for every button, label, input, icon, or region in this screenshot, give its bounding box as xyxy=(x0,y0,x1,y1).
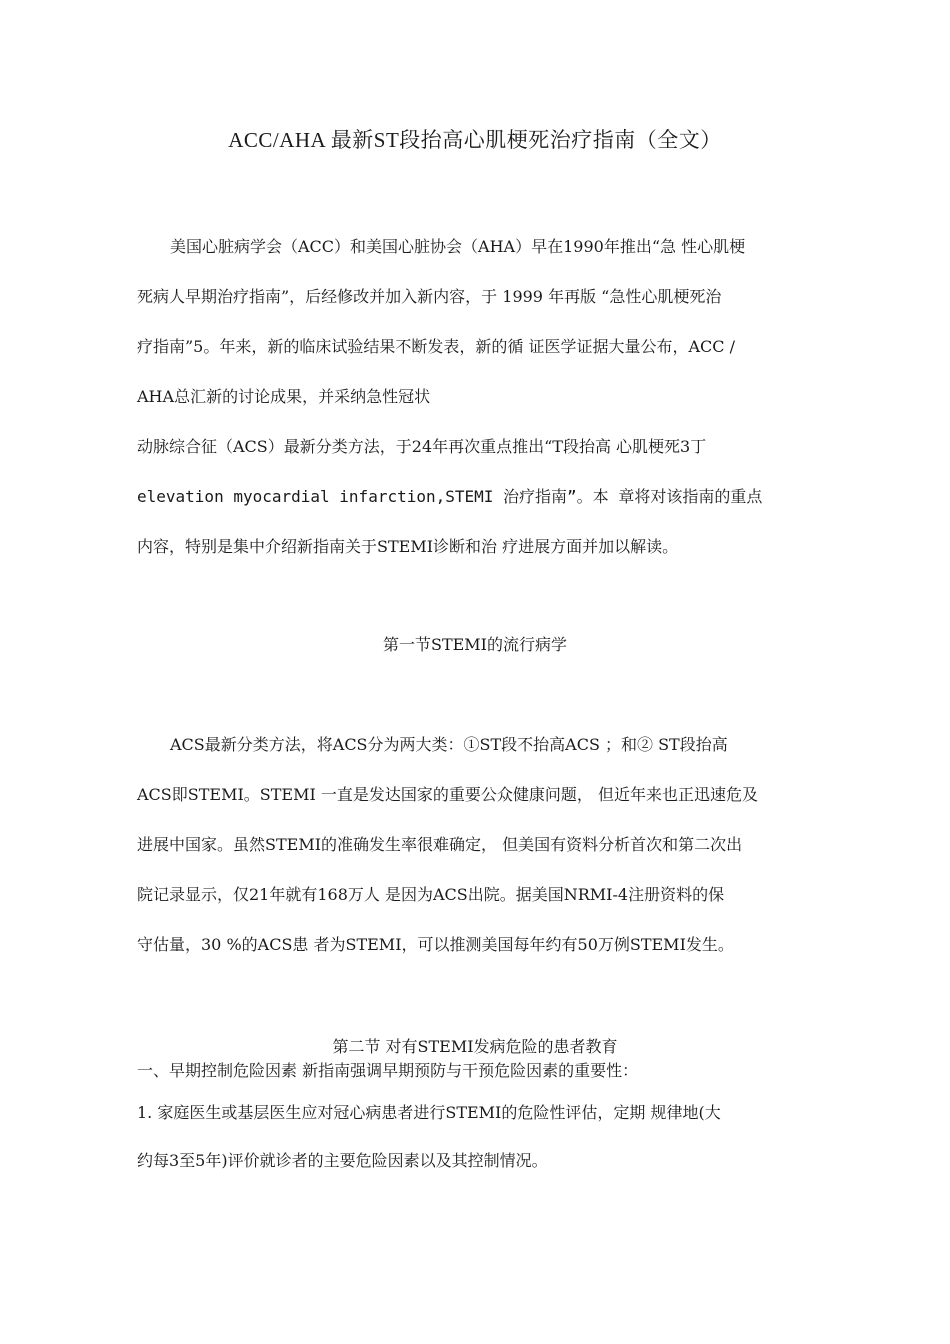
section1-heading: 第一节STEMI的流行病学 xyxy=(382,635,568,654)
intro-line: 动脉综合征（ACS）最新分类方法，于24年再次重点推出“T段抬高 心肌梗死3丁 xyxy=(137,437,707,456)
section1-line: 院记录显示，仅21年就有168万人 是因为ACS出院。据美国NRMI-4注册资料的保 xyxy=(137,885,725,904)
section2-line: 1. 家庭医生或基层医生应对冠心病患者进行STEMI的危险性评估，定期 规律地(大 xyxy=(137,1103,721,1122)
section1-line: ACS即STEMI。STEMI 一直是发达国家的重要公众健康问题， 但近年来也正迅速危及 xyxy=(137,785,758,804)
intro-line: elevation myocardial infarction,STEMI 治疗指南”。本 章将对该指南的重点 xyxy=(137,487,763,506)
intro-line: 疗指南”5。年来，新的临床试验结果不断发表，新的循 证医学证据大量公布，ACC / xyxy=(137,337,735,356)
document-title: ACC/AHA 最新ST段抬高心肌梗死治疗指南（全文） xyxy=(228,128,722,152)
section1-line: 守估量，30 %的ACS患 者为STEMI，可以推测美国每年约有50万例STEMI发生。 xyxy=(137,935,734,954)
intro-line: 内容，特别是集中介绍新指南关于STEMI诊断和治 疗进展方面并加以解读。 xyxy=(137,537,679,556)
section1-line: 进展中国家。虽然STEMI的准确发生率很难确定， 但美国有资料分析首次和第二次出 xyxy=(137,835,743,854)
intro-line: 死病人早期治疗指南”，后经修改并加入新内容，于 1999 年再版 “急性心肌梗死治 xyxy=(137,287,722,306)
intro-line: 美国心脏病学会（ACC）和美国心脏协会（AHA）早在1990年推出“急 性心肌梗 xyxy=(170,237,746,256)
section2-heading: 第二节 对有STEMI发病危险的患者教育 xyxy=(332,1037,618,1056)
intro-line: AHA总汇新的讨论成果，并采纳急性冠状 xyxy=(137,387,431,406)
section1-line: ACS最新分类方法，将ACS分为两大类：①ST段不抬高ACS ；和② ST段抬高 xyxy=(170,735,728,754)
section2-line: 约每3至5年)评价就诊者的主要危险因素以及其控制情况。 xyxy=(137,1151,548,1170)
section2-subheading: 一、早期控制危险因素 新指南强调早期预防与干预危险因素的重要性： xyxy=(137,1061,639,1080)
